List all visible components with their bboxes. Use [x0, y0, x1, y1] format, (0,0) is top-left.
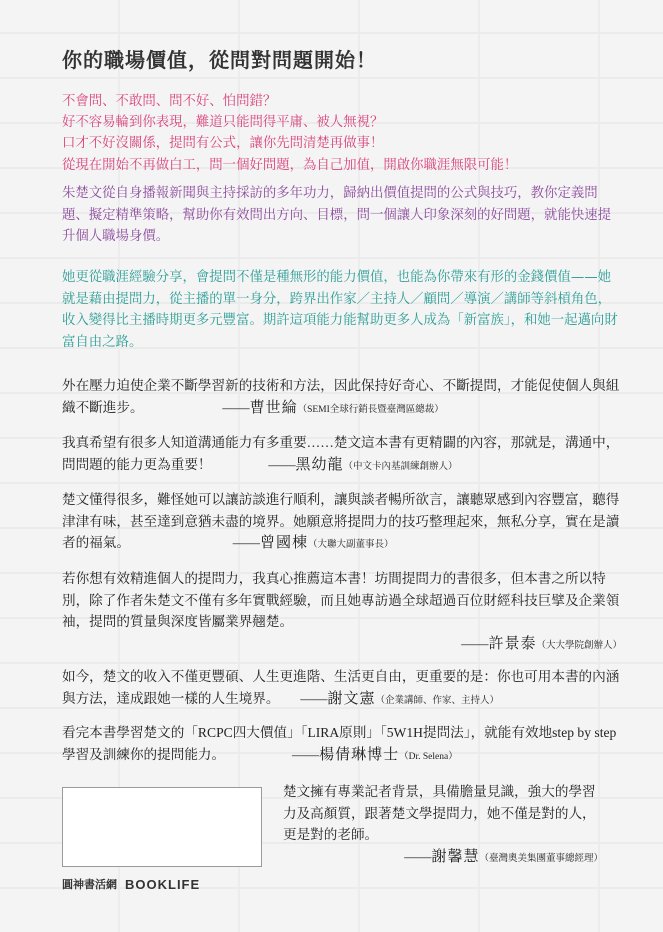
dash: —— — [300, 690, 328, 706]
endorsement-text: 如今，楚文的收入不僅更豐碩、人生更進階、生活更自由，更重要的是：你也可用本書的內涵與方法，達成跟她一樣的人生境界。 — [62, 669, 620, 706]
endorser-title: （企業講師、作家、主持人） — [375, 695, 500, 706]
dash: —— — [222, 399, 250, 415]
endorser-title: （中文卡內基訓練創辦人） — [343, 461, 458, 472]
publisher-name-cn: 圓神書活網 — [62, 878, 117, 891]
endorser-name: 許景泰 — [488, 635, 537, 652]
tagline-line: 好不容易輪到你表現，難道只能問得平庸、被人無視？ — [62, 115, 384, 131]
endorsement — [62, 722, 622, 768]
endorsement-text: 若你想有效精進個人的提問力，我真心推薦這本書！坊間提問力的書很多，但本書之所以特別，除了作者朱楚文不僅有多年實戰經驗，而且她專訪過全球超過百位財經科技巨擘及企業領袖，提問的質量與深度皆屬業界翹楚。 — [62, 571, 620, 629]
endorsement-signature — [283, 846, 603, 871]
endorsement-signature — [300, 691, 499, 706]
dash: —— — [232, 535, 260, 550]
endorser-title: （大大學院創辦人） — [536, 640, 622, 651]
endorsement-signature — [292, 747, 458, 762]
endorsement-text: 我真希望有很多人知道溝通能力有多重要……楚文這本書有更精闢的內容，那就是，溝通中，問問題的能力更為重要！ — [62, 435, 620, 472]
endorsement-text: 看完本書學習楚文的「RCPC四大價值」「LIRA原則」「5W1H提問法」，就能有效地step by step學習及訓練你的提問能力。 — [62, 725, 617, 762]
endorser-title: （大聯大副董事長） — [307, 540, 394, 550]
tagline-line: 從現在開始不再做白工，問一個好問題，為自己加值，開啟你職涯無限可能！ — [62, 157, 518, 173]
endorser-title: （SEMI全球行銷長暨臺灣區總裁） — [297, 404, 444, 415]
dash: —— — [404, 848, 432, 864]
endorsement — [62, 489, 622, 557]
endorsement — [62, 666, 622, 712]
endorsement-text: 楚文擁有專業記者背景，具備膽量見識，強大的學習力及高顏質，跟著楚文學提問力，她不僅是對的人，更是對的老師。 — [283, 784, 596, 842]
tagline-line: 不會問、不敢問、問不好、怕問錯？ — [62, 94, 277, 109]
career-paragraph: 她更從職涯經驗分享，會提問不僅是種無形的能力價值，也能為你帶來有形的金錢價值——她就是藉由提問力，從主播的單一身分，跨界出作家／主持人／顧問／導演／講師等斜槓角色，收入變得比主播時期更多元豐富。期許這項能力能幫助更多人成為「新富族」，和她一起邁向財富自由之路。 — [62, 270, 618, 350]
endorsement-text: 楚文懂得很多，難怪她可以讓訪談進行順利，讓與談者暢所欲言，讓聽眾感到內容豐富，聽得津津有味，甚至達到意猶未盡的境界。她願意將提問力的技巧整理起來，無私分享，實在是讀者的福氣。 — [62, 492, 620, 550]
endorsement-signature — [233, 535, 394, 550]
endorser-title: （Dr. Selena） — [399, 751, 458, 762]
tagline-line: 口才不好沒關係，提問有公式，讓你先問清楚再做事！ — [62, 136, 384, 152]
barcode-placeholder — [62, 787, 262, 867]
endorsement — [62, 432, 622, 478]
endorser-name: 謝文憲 — [327, 690, 376, 707]
dash: —— — [461, 635, 489, 651]
endorsement — [62, 375, 622, 421]
endorser-name: 黑幼龍 — [295, 456, 344, 473]
tagline-block — [62, 91, 622, 176]
endorsement-text: 外在壓力迫使企業不斷學習新的技術和方法，因此保持好奇心、不斷提問，才能促使個人與組織不斷進步。 — [62, 378, 620, 415]
publisher-logo — [62, 876, 200, 892]
endorsement-signature — [268, 457, 457, 472]
endorsement-signature — [62, 633, 622, 658]
publisher-name-en: BOOKLIFE — [125, 876, 201, 892]
endorser-name: 曾國棟 — [259, 535, 308, 551]
dash: —— — [268, 456, 296, 472]
page-title: 你的職場價值，從問對問題開始！ — [62, 48, 377, 72]
endorsement — [283, 781, 603, 870]
endorser-name: 楊倩琳博士 — [319, 746, 400, 763]
endorsement-signature — [222, 400, 443, 415]
dash: —— — [291, 746, 320, 762]
endorser-name: 曹世綸 — [249, 399, 298, 416]
endorsement — [62, 568, 622, 657]
intro-paragraph: 朱楚文從自身播報新聞與主持採訪的多年功力，歸納出價值提問的公式與技巧，教你定義問題、擬定精準策略，幫助你有效問出方向、目標，問一個讓人印象深刻的好問題，就能快速提升個人職場身價。 — [62, 186, 612, 244]
endorser-name: 謝馨慧 — [431, 848, 480, 865]
endorser-title: （臺灣奧美集團董事總經理） — [479, 853, 603, 864]
